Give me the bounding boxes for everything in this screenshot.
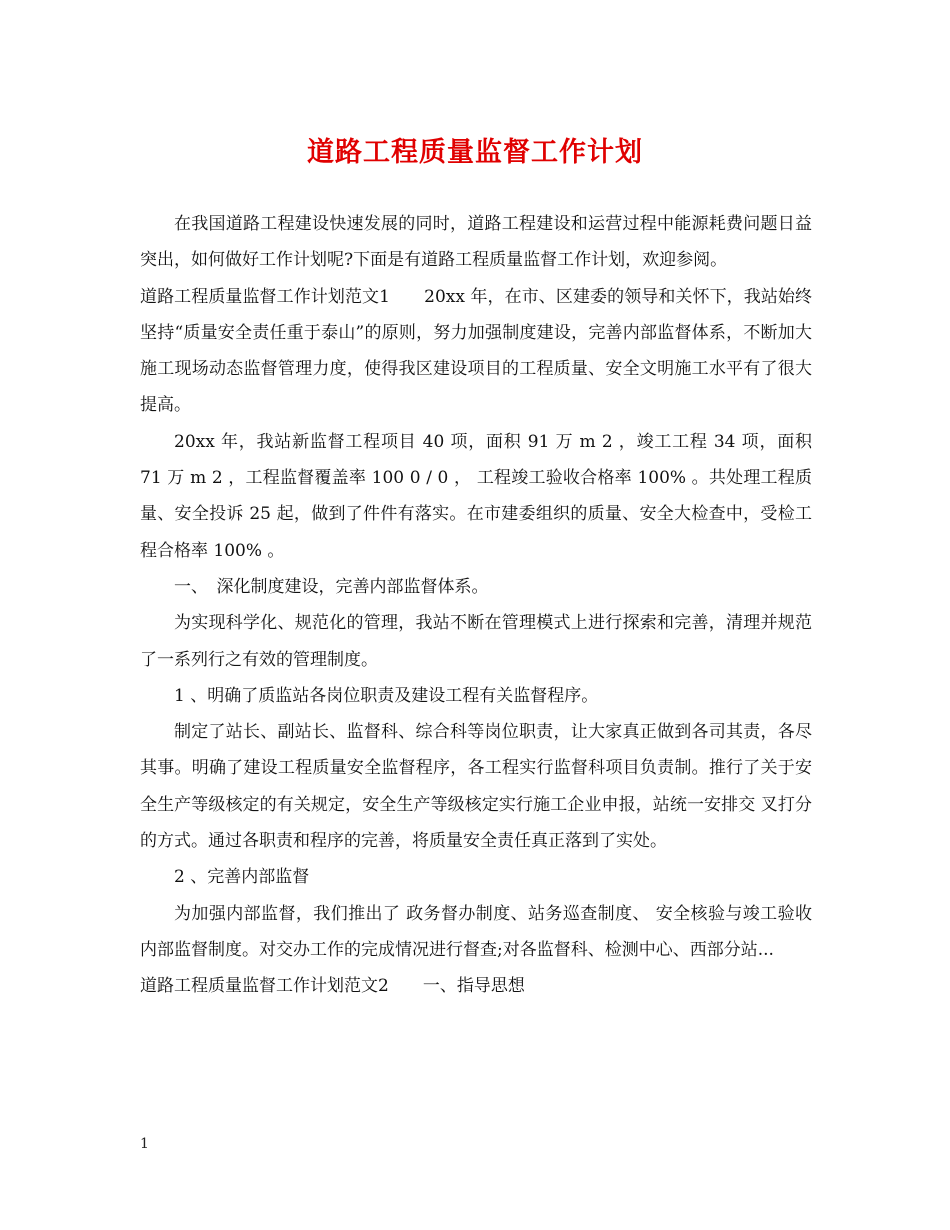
management-paragraph: 为实现科学化、规范化的管理，我站不断在管理模式上进行探索和完善，清理并规范了一系列行之有效的管理制度。 <box>140 613 812 670</box>
page-number: 1 <box>140 1136 149 1152</box>
document-body <box>140 206 818 1005</box>
subsection-heading-2: 2 、完善内部监督 <box>174 867 310 888</box>
document-title: 道路工程质量监督工作计划 <box>307 137 643 168</box>
supervision-paragraph: 为加强内部监督，我们推出了 政务督办制度、站务巡查制度、 安全核验与竣工验收内部监督制度。对交办工作的完成情况进行督查;对各监督科、检测中心、西部分站... <box>140 903 812 960</box>
sample-two-heading: 道路工程质量监督工作计划范文2 一、指导思想 <box>140 976 525 997</box>
intro-paragraph: 在我国道路工程建设快速发展的同时，道路工程建设和运营过程中能源耗费问题日益突出，如何做好工作计划呢?下面是有道路工程质量监督工作计划，欢迎参阅。 <box>140 214 812 271</box>
duties-paragraph: 制定了站长、副站长、监督科、综合科等岗位职责，让大家真正做到各司其责，各尽其事。明确了建设工程质量安全监督程序，各工程实行监督科项目负责制。推行了关于安全生产等级核定的有关规定，安全生产等级核定实行施工企业申报，站统一安排交 叉打分的方式。通过各职责和程序的完善，将质量安全责任真正落到了实处。 <box>140 722 812 852</box>
sample-one-heading-paragraph: 道路工程质量监督工作计划范文1 20xx 年，在市、区建委的领导和关怀下，我站始终坚持“质量安全责任重于泰山”的原则，努力加强制度建设，完善内部监督体系，不断加大施工现场动态监督管理力度，使得我区建设项目的工程质量、安全文明施工水平有了很大提高。 <box>140 286 812 416</box>
statistics-paragraph: 20xx 年，我站新监督工程项目 40 项，面积 91 万 m 2 ，竣工工程 34 项，面积 71 万 m 2 ，工程监督覆盖率 100 0 / 0 ， 工程竣工验收合格率 100% 。共处理工程质量、安全投诉 25 起，做到了件件有落实。在市建委组织的质量、安全大检查中，受检工程合格率 100% 。 <box>140 431 818 561</box>
subsection-heading-1: 1 、明确了质监站各岗位职责及建设工程有关监督程序。 <box>174 685 599 706</box>
section-heading: 一、 深化制度建设，完善内部监督体系。 <box>174 576 489 597</box>
